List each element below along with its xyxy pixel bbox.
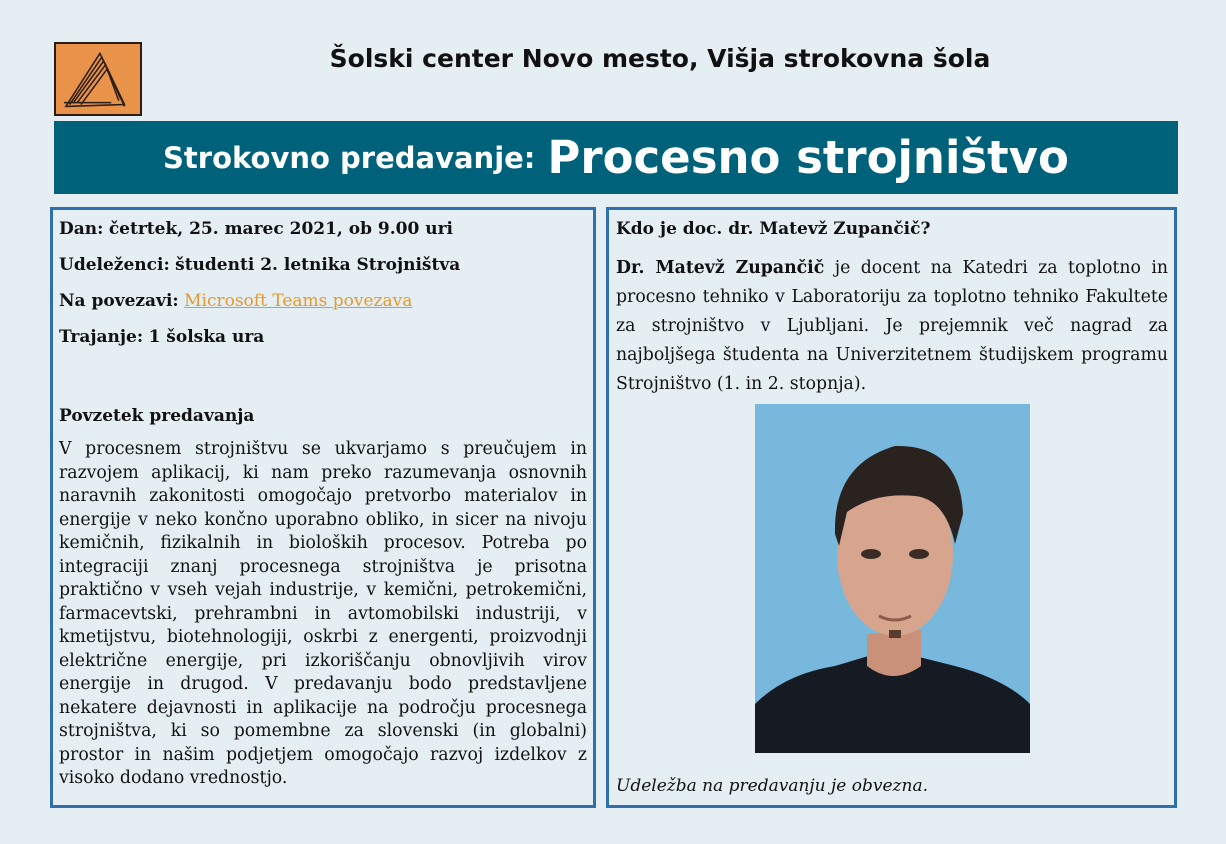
duration-label: Trajanje: — [59, 327, 144, 347]
speaker-bio-text: je docent na Katedri za toplotno in procesno tehniko v Laboratoriju za toplotno tehniko Fakultete za strojništvo v Ljubljani. Je prejemnik več nagrad za najboljšega študenta na Univerzitetnem študijskem programu Strojništvo (1. in 2. stopnja). — [616, 258, 1168, 394]
summary-title: Povzetek predavanja — [59, 406, 255, 426]
date-value: četrtek, 25. marec 2021, ob 9.00 uri — [108, 219, 454, 239]
triangle-logo-icon — [56, 44, 140, 114]
speaker-panel — [606, 207, 1177, 808]
speaker-bio — [616, 254, 1168, 399]
lecture-title: Procesno strojništvo — [547, 131, 1069, 184]
event-details-panel — [50, 207, 596, 808]
link-label: Na povezavi: — [59, 291, 179, 311]
event-banner — [54, 121, 1178, 194]
banner-prefix: Strokovno predavanje: — [163, 140, 536, 175]
school-logo — [54, 42, 142, 116]
teams-link[interactable]: Microsoft Teams povezava — [184, 291, 413, 311]
duration-line — [59, 326, 587, 348]
speaker-name: Dr. Matevž Zupančič — [616, 258, 825, 278]
link-line — [59, 290, 587, 312]
date-line — [59, 218, 587, 240]
school-name: Šolski center Novo mesto, Višja strokovna šola — [329, 44, 991, 73]
duration-value: 1 šolska ura — [148, 327, 265, 347]
date-label: Dan: — [59, 219, 104, 239]
attendees-value: študenti 2. letnika Strojništva — [175, 255, 461, 275]
speaker-question: Kdo je doc. dr. Matevž Zupančič? — [616, 219, 931, 239]
portrait-image — [755, 404, 1030, 753]
attendees-label: Udeleženci: — [59, 255, 170, 275]
attendance-note: Udeležba na predavanju je obvezna. — [616, 776, 928, 796]
attendees-line — [59, 254, 587, 276]
summary-text: V procesnem strojništvu se ukvarjamo s preučujem in razvojem aplikacij, ki nam preko razumevanja osnovnih naravnih zakonitosti omogočajo pretvorbo materialov in energije v neko končno uporabno obliko, in sicer na nivoju kemičnih, fizikalnih in bioloških procesov. Potreba po integraciji znanj procesnega strojništva je prisotna praktično v vseh vejah industrije, v kemični, petrokemični, farmacevtski, prehrambni in avtomobilski industriji, v kmetijstvu, biotehnologiji, oskrbi z energenti, proizvodnji električne energije, pri izkoriščanju obnovljivih virov energije in drugod. V predavanju bodo predstavljene nekatere dejavnosti in aplikacije na področju procesnega strojništva, ki so pomembne za slovenski (in globalni) prostor in našim podjetjem omogočajo razvoj izdelkov z visoko dodano vrednostjo. — [59, 439, 587, 788]
speaker-photo — [755, 404, 1030, 753]
